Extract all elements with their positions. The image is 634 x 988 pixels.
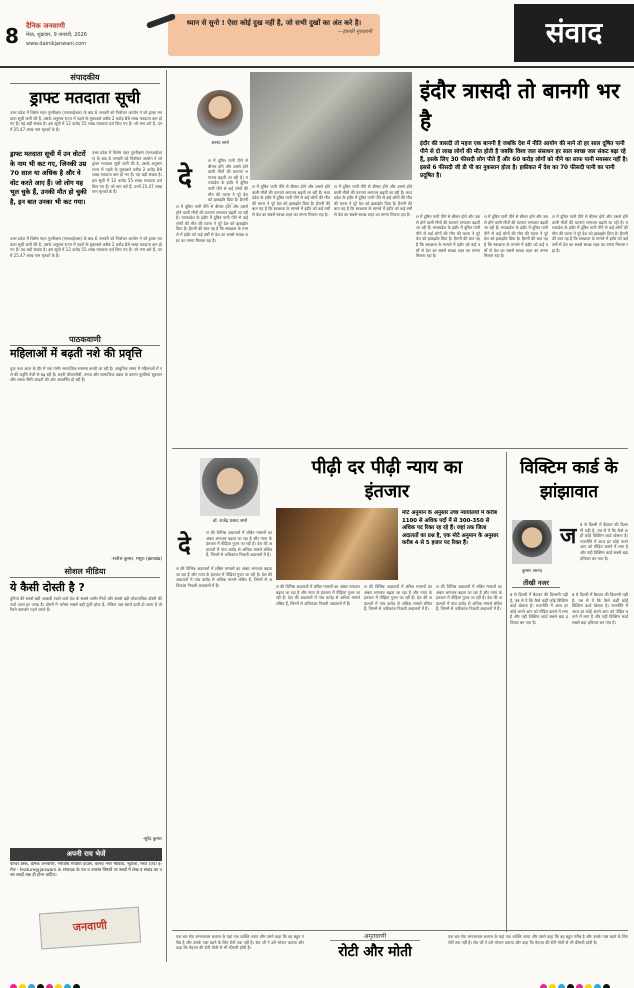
justice-headline: पीढ़ी दर पीढ़ी न्याय का इंतजार — [311, 457, 463, 502]
registration-dot — [55, 984, 62, 988]
registration-dot — [28, 984, 35, 988]
justice-body-col1: श की विभिन्न अदालतों में लंबित मामलों का अंबार लगातार बढ़ता जा रहा है और न्याय के इंतजार में पीढ़ियां गुजर जा रही हैं। देश की अदालतों में पांच करोड़ से अधिक मामले लंबित हैं, जिनमें से अधिकांश निचली अदालतों में हैं। — [206, 530, 272, 558]
social-body: दुनिया की सबसे बड़ी आबादी रखने वाले देश के सबसे अमीर मित्रों और सबसे बड़ी लोकतांत्रिक दोस्ती की चर्चा आज हर जगह है। दोस्ती में भरोसा सबसे बड़ी पूंजी होता है, लेकिन जब स्वार्थ हावी हो जाता है तो रिश्ते कमजोर पड़ने लगते हैं। — [10, 596, 162, 613]
editorial-pull-quote: ड्राफ्ट मतदाता सूची में उन वोटरों के नाम भी कट गए, जिनकी उम्र 70 साल या अधिक है और वे वोट करते आए हैं। जो लोग यह भूल चुके हैं, उनकी मौत हो चुकी है, इन बात उनका भी कट गया। — [10, 150, 87, 206]
justice-author-photo — [200, 458, 260, 516]
editorial-body-right: उत्तर प्रदेश में विशेष गहन पुनरीक्षण (एसआईआर) के बाद 6 जनवरी को निर्वाचन आयोग ने जो ड्राफ्ट मतदाता सूची जारी की है, उसके अनुसार राज्य में पहले के मुकाबले करीब 2 करोड़ 89 लाख मतदाता कम हो गए हैं। यह बड़ी संख्या है। इस सूची में 12 करोड़ 55 लाख मतदाता दर्ज किए गए हैं। जो नाम कटे हैं, उनमें 25.47 लाख नाम मृतकों के हैं। — [92, 150, 162, 195]
registration-dot — [585, 984, 592, 988]
victim-drop-cap: ज — [560, 524, 577, 549]
justice-body-col1b: श की विभिन्न अदालतों में लंबित मामलों का अंबार लगातार बढ़ता जा रहा है और न्याय के इंतजार में पीढ़ियां गुजर जा रही हैं। देश की अदालतों में पांच करोड़ से अधिक मामले लंबित हैं, जिनमें से अधिकांश निचली अदालतों में हैं। — [176, 566, 272, 588]
quote-author: —हारुकी मुराकामी — [337, 29, 372, 35]
victim-body-top: ब से दिल्ली में बैठकर की दिल्लगी पढ़ी है, तब से ये कि कैसे कहीं कोई विक्टिम कार्ड खेलता है। राजनीति में आज हर कोई अपने आप को पीड़ित बताने में लगा है और यही विक्टिम कार्ड सबसे बड़ा हथियार बन गया है। — [580, 522, 628, 561]
opinion-label: अपनी राय भेजें — [10, 848, 162, 861]
indore-body-col1: श में दूषित पानी पीने से बीमार होने और उससे होने वाली मौतों की घटनाएं लगातार बढ़ती जा रही हैं। मध्यप्रदेश के इंदौर में दूषित पानी पीने से कई लोगों की मौत की घटना ने पूरे देश को झकझोर दिया है। हैरानी — [208, 158, 248, 203]
registration-dot — [73, 984, 80, 988]
masthead-website: www.dainikjanwani.com — [26, 41, 87, 47]
registration-dot — [46, 984, 53, 988]
justice-body-col3: श की विभिन्न अदालतों में लंबित मामलों का अंबार लगातार बढ़ता जा रहा है और न्याय के इंतजार में पीढ़ियां गुजर जा रही हैं। देश की अदालतों में पांच करोड़ से अधिक मामले लंबित हैं, जिनमें से अधिकांश निचली अदालतों में हैं। — [364, 584, 432, 612]
pen-icon — [146, 13, 176, 29]
registration-dot — [540, 984, 547, 988]
footer-registration-left — [10, 976, 100, 985]
bottom-headline: रोटी और मोती — [338, 944, 412, 960]
social-label: सोशल मीडिया — [10, 566, 160, 578]
quote-banner — [168, 14, 380, 56]
opinion-body: फीचर डेस्क, दैनिक जनवाणी, गंगोत्रीय मीडिया हाउस, कान्हा नगर मीडिया, भूटाला, मेरठ (उप) ई-मेल - feature@janwani.in संपादक के पत्र व ज्वलंत विषयों पर शब्दों में लेख व संवाद का उत्तर शब्दों तक ही होना चाहिए। — [10, 862, 162, 879]
editorial-label: संपादकीय — [10, 72, 160, 84]
left-column-divider — [166, 70, 167, 962]
quote-text: ध्यान से सुनो ! ऐसा कोई दुख नहीं है, जो सभी दुखों का अंत करे है। — [186, 19, 362, 27]
registration-dot — [37, 984, 44, 988]
bottom-body-left: एक बार सेठ जमनालाल बजाज के यहां एक व्यक्ति आया और उसने कहा कि वह बहुत गरीब है और उसके पास खाने के लिए रोटी तक नहीं है। सेठ जी ने उसे भोजन कराया और कहा कि मेहनत की रोटी मोती से भी कीमती होती है। — [176, 934, 304, 951]
readers-label: पाठकवाणी — [10, 334, 160, 346]
section-logo-banner — [514, 4, 634, 62]
social-signature: -सुरेंद्र कुमार — [142, 837, 162, 842]
justice-photo-gavel — [276, 508, 398, 580]
page-number: 8 — [5, 24, 19, 48]
masthead-paper: दैनिक जनवाणी — [26, 22, 65, 30]
registration-dot — [64, 984, 71, 988]
registration-dot — [567, 984, 574, 988]
indore-headline: इंदौर त्रासदी तो बानगी भर है — [420, 78, 620, 133]
registration-dot — [558, 984, 565, 988]
indore-photo — [250, 72, 412, 180]
editorial-body-top: उत्तर प्रदेश में विशेष गहन पुनरीक्षण (एसआईआर) के बाद 6 जनवरी को निर्वाचन आयोग ने जो ड्राफ्ट मतदाता सूची जारी की है, उसके अनुसार राज्य में पहले के मुकाबले करीब 2 करोड़ 89 लाख मतदाता कम हो गए हैं। यह बड़ी संख्या है। इस सूची में 12 करोड़ 55 लाख मतदाता दर्ज किए गए हैं। जो नाम कटे हैं, उनमें 25.47 लाख नाम मृतकों के हैं। — [10, 110, 162, 132]
right-column-divider — [506, 452, 507, 932]
mid-divider — [172, 448, 628, 449]
masthead-dateline: मेरठ, शुक्रवार, 9 जनवरी, 2026 — [26, 32, 87, 38]
bottom-divider — [172, 930, 628, 931]
indore-author-photo — [197, 90, 243, 136]
footer-registration-right — [540, 976, 630, 985]
justice-drop-cap: दे — [178, 531, 191, 559]
bottom-label: अमृतवाणी — [330, 932, 420, 941]
registration-dot — [19, 984, 26, 988]
readers-headline: महिलाओं में बढ़ती नशे की प्रवृत्ति — [10, 347, 142, 360]
registration-dot — [549, 984, 556, 988]
opinion-logo: जनवाणी — [72, 918, 108, 935]
masthead-rule — [0, 66, 634, 68]
indore-lead: इंदौर की त्रासदी तो महज एक बानगी है जबकि देश में नीति आयोग की माने तो हर साल दूषित पानी पीने से दो लाख लोगों की मौत होती है जबकि विश्व जल संसाधन हर साल स्वच्छ जल संकट बढ़ा रहे हैं, इसके लिए 30 फीसदी लोग पीते हैं और 60 करोड़ लोगों को पीने का साफ पानी मयस्सर नहीं है। इससे 6 फीसदी जी डी पी का नुकसान होता है। हकीकत में देश का 70 फीसदी पानी का पानी प्रदूषित है। — [420, 141, 628, 179]
justice-body-col4: श की विभिन्न अदालतों में लंबित मामलों का अंबार लगातार बढ़ता जा रहा है और न्याय के इंतजार में पीढ़ियां गुजर जा रही हैं। देश की अदालतों में पांच करोड़ से अधिक मामले लंबित हैं, जिनमें से अधिकांश निचली अदालतों में हैं। — [436, 584, 502, 612]
editorial-headline: ड्राफ्ट मतदाता सूची — [29, 88, 141, 107]
indore-body-col5: श में दूषित पानी पीने से बीमार होने और उससे होने वाली मौतों की घटनाएं लगातार बढ़ती जा रही हैं। मध्यप्रदेश के इंदौर में दूषित पानी पीने से कई लोगों की मौत की घटना ने पूरे देश को झकझोर दिया है। हैरानी की बात यह है कि स्वच्छता के मामले में इंदौर को कई वर्षों से देश का सबसे स्वच्छ शहर का तमगा मिलता रहा है। — [484, 214, 548, 259]
indore-author: आनंद शर्मा — [211, 141, 229, 146]
readers-signature: -सतीश कुमार, मथुरा (झारखंड) — [111, 557, 162, 562]
social-headline: ये कैसी दोस्ती है ? — [10, 581, 85, 594]
victim-body-col1: ब से दिल्ली में बैठकर की दिल्लगी पढ़ी है, तब से ये कि कैसे कहीं कोई विक्टिम कार्ड खेलता है। राजनीति में आज हर कोई अपने आप को पीड़ित बताने में लगा है और यही विक्टिम कार्ड सबसे बड़ा हथियार बन गया है। — [510, 592, 568, 625]
victim-column-label: तीखी नजर — [512, 578, 560, 588]
indore-body-col3: श में दूषित पानी पीने से बीमार होने और उससे होने वाली मौतों की घटनाएं लगातार बढ़ती जा रही हैं। मध्यप्रदेश के इंदौर में दूषित पानी पीने से कई लोगों की मौत की घटना ने पूरे देश को झकझोर दिया है। हैरानी की बात यह है कि स्वच्छता के मामले में इंदौर को कई वर्षों से देश का सबसे स्वच्छ शहर का तमगा मिलता रहा है। — [334, 184, 412, 217]
victim-author: कुमार आनंद — [521, 569, 543, 574]
victim-headline: विक्टिम कार्ड के झांझावात — [520, 458, 618, 502]
justice-body-col2: श की विभिन्न अदालतों में लंबित मामलों का अंबार लगातार बढ़ता जा रहा है और न्याय के इंतजार में पीढ़ियां गुजर जा रही हैं। देश की अदालतों में पांच करोड़ से अधिक मामले लंबित हैं, जिनमें से अधिकांश निचली अदालतों में हैं। — [276, 584, 360, 606]
registration-dot — [594, 984, 601, 988]
opinion-newspaper-image — [39, 907, 141, 950]
indore-body-col2: श में दूषित पानी पीने से बीमार होने और उससे होने वाली मौतों की घटनाएं लगातार बढ़ती जा रही हैं। मध्यप्रदेश के इंदौर में दूषित पानी पीने से कई लोगों की मौत की घटना ने पूरे देश को झकझोर दिया है। हैरानी की बात यह है कि स्वच्छता के मामले में इंदौर को कई वर्षों से देश का सबसे स्वच्छ शहर का तमगा मिलता रहा है। — [252, 184, 330, 217]
registration-dot — [10, 984, 17, 988]
justice-author: डॉ. राजेंद्र प्रसाद शर्मा — [212, 519, 248, 524]
indore-body-col4: श में दूषित पानी पीने से बीमार होने और उससे होने वाली मौतों की घटनाएं लगातार बढ़ती जा रही हैं। मध्यप्रदेश के इंदौर में दूषित पानी पीने से कई लोगों की मौत की घटना ने पूरे देश को झकझोर दिया है। हैरानी की बात यह है कि स्वच्छता के मामले में इंदौर को कई वर्षों से देश का सबसे स्वच्छ शहर का तमगा मिलता रहा है। — [416, 214, 480, 259]
bottom-body-right: एक बार सेठ जमनालाल बजाज के यहां एक व्यक्ति आया और उसने कहा कि वह बहुत गरीब है और उसके पास खाने के लिए रोटी तक नहीं है। सेठ जी ने उसे भोजन कराया और कहा कि मेहनत की रोटी मोती से भी कीमती होती है। — [448, 934, 628, 945]
editorial-body-bottom: उत्तर प्रदेश में विशेष गहन पुनरीक्षण (एसआईआर) के बाद 6 जनवरी को निर्वाचन आयोग ने जो ड्राफ्ट मतदाता सूची जारी की है, उसके अनुसार राज्य में पहले के मुकाबले करीब 2 करोड़ 89 लाख मतदाता कम हो गए हैं। यह बड़ी संख्या है। इस सूची में 12 करोड़ 55 लाख मतदाता दर्ज किए गए हैं। जो नाम कटे हैं, उनमें 25.47 लाख नाम मृतकों के हैं। — [10, 236, 162, 258]
section-logo: संवाद — [545, 16, 603, 49]
indore-body-col1b: श में दूषित पानी पीने से बीमार होने और उससे होने वाली मौतों की घटनाएं लगातार बढ़ती जा रही हैं। मध्यप्रदेश के इंदौर में दूषित पानी पीने से कई लोगों की मौत की घटना ने पूरे देश को झकझोर दिया है। हैरानी की बात यह है कि स्वच्छता के मामले में इंदौर को कई वर्षों से देश का सबसे स्वच्छ शहर का तमगा मिलता रहा है। — [176, 204, 248, 243]
indore-body-col6: श में दूषित पानी पीने से बीमार होने और उससे होने वाली मौतों की घटनाएं लगातार बढ़ती जा रही हैं। मध्यप्रदेश के इंदौर में दूषित पानी पीने से कई लोगों की मौत की घटना ने पूरे देश को झकझोर दिया है। हैरानी की बात यह है कि स्वच्छता के मामले में इंदौर को कई वर्षों से देश का सबसे स्वच्छ शहर का तमगा मिलता रहा है। — [552, 214, 628, 253]
victim-body-col2: ब से दिल्ली में बैठकर की दिल्लगी पढ़ी है, तब से ये कि कैसे कहीं कोई विक्टिम कार्ड खेलता है। राजनीति में आज हर कोई अपने आप को पीड़ित बताने में लगा है और यही विक्टिम कार्ड सबसे बड़ा हथियार बन गया है। — [572, 592, 628, 625]
registration-dot — [576, 984, 583, 988]
readers-body: युवा नशा आज के दौर में एक गंभीर सामाजिक समस्या बनती जा रही है। आधुनिक समय में महिलाओं में नशे की प्रवृत्ति तेजी से बढ़ रही है। शहरी जीवनशैली, तनाव और सामाजिक दबाव के कारण युवतियां धूम्रपान और शराब जैसी आदतों की ओर आकर्षित हो रही हैं। — [10, 366, 162, 383]
victim-author-photo — [512, 520, 552, 564]
justice-lead: मोटे अनुमान के अनुसार उच्च न्यायालयों में करीब 1100 से अधिक पदों में से 300-350 से अधिक पद रिक्त रह रहे हैं। जहां तक जिला अदालतों का प्रश्न है, एक मोटे अनुमान के अनुसार करीब 4 से 5 हजार पद रिक्त हैं। — [402, 510, 499, 547]
registration-dot — [603, 984, 610, 988]
indore-drop-cap: दे — [178, 163, 192, 193]
